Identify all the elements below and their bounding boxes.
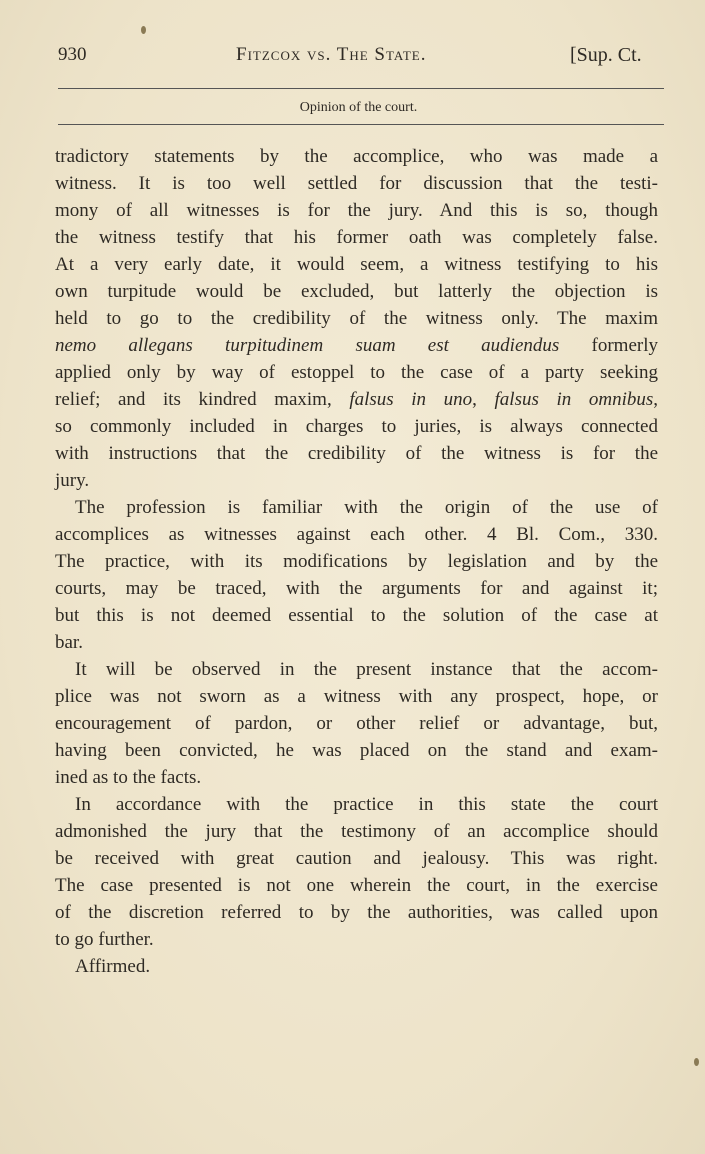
text-segment: held to go to the credibility of the witness only. The maxim bbox=[55, 308, 658, 329]
ink-spot bbox=[694, 1058, 699, 1066]
text-segment: be received with great caution and jealousy. This was right. bbox=[55, 848, 658, 869]
text-segment: Affirmed. bbox=[75, 956, 151, 977]
text-segment: with instructions that the credibility of the witness is for the bbox=[55, 443, 658, 464]
text-segment: having been convicted, he was placed on the stand and exam- bbox=[55, 740, 658, 761]
text-line bbox=[55, 602, 658, 629]
text-segment: of the discretion referred to by the authorities, was called upon bbox=[55, 902, 658, 923]
text-segment: applied only by way of estoppel to the case of a party seeking bbox=[55, 362, 658, 383]
text-segment: so commonly included in charges to juries, is always connected bbox=[55, 416, 658, 437]
running-title: Fitzcox vs. The State. bbox=[236, 44, 427, 65]
text-segment: The practice, with its modifications by legislation and by the bbox=[55, 551, 658, 572]
text-line bbox=[55, 710, 658, 737]
text-segment: formerly bbox=[559, 335, 659, 356]
text-segment: own turpitude would be excluded, but latterly the objection is bbox=[55, 281, 658, 302]
text-segment: plice was not sworn as a witness with any prospect, hope, or bbox=[55, 686, 658, 707]
text-line bbox=[55, 170, 658, 197]
text-segment: courts, may be traced, with the arguments for and against it; bbox=[55, 578, 658, 599]
text-segment: admonished the jury that the testimony of an accomplice should bbox=[55, 821, 658, 842]
text-line bbox=[55, 656, 658, 683]
section-heading: Opinion of the court. bbox=[299, 100, 418, 115]
text-line bbox=[55, 737, 658, 764]
text-line bbox=[55, 467, 658, 494]
header-rule bbox=[58, 88, 664, 89]
text-segment: but this is not deemed essential to the solution of the case at bbox=[55, 605, 658, 626]
text-segment: bar. bbox=[55, 632, 83, 653]
court-label: [Sup. Ct. bbox=[570, 44, 642, 66]
text-line bbox=[55, 818, 658, 845]
text-segment: The case presented is not one wherein the court, in the exercise bbox=[55, 875, 658, 896]
text-line bbox=[55, 575, 658, 602]
text-segment: accomplices as witnesses against each other. 4 Bl. Com., 330. bbox=[55, 524, 658, 545]
text-line bbox=[55, 899, 658, 926]
text-line bbox=[55, 521, 658, 548]
text-line bbox=[55, 548, 658, 575]
text-line bbox=[55, 197, 658, 224]
text-line bbox=[55, 791, 658, 818]
text-line bbox=[55, 359, 658, 386]
text-line bbox=[55, 386, 658, 413]
italic-text: falsus in omnibus bbox=[494, 389, 654, 410]
text-line bbox=[55, 764, 658, 791]
text-line bbox=[55, 440, 658, 467]
text-segment: the witness testify that his former oath was completely false. bbox=[55, 227, 658, 248]
text-segment: , bbox=[472, 389, 495, 410]
text-segment: mony of all witnesses is for the jury. And this is so, though bbox=[55, 200, 658, 221]
opinion-text bbox=[55, 143, 658, 980]
text-segment: encouragement of pardon, or other relief or advantage, but, bbox=[55, 713, 658, 734]
text-segment: relief; and its kindred maxim, bbox=[55, 389, 350, 410]
text-line bbox=[55, 224, 658, 251]
text-segment: , bbox=[653, 389, 659, 410]
text-line bbox=[55, 251, 658, 278]
text-line bbox=[55, 413, 658, 440]
text-segment: ined as to the facts. bbox=[55, 767, 202, 788]
text-line bbox=[55, 845, 658, 872]
text-line bbox=[55, 872, 658, 899]
text-line bbox=[55, 926, 658, 953]
text-line bbox=[55, 953, 658, 980]
text-segment: to go further. bbox=[55, 929, 154, 950]
text-line bbox=[55, 332, 658, 359]
page-number: 930 bbox=[58, 44, 87, 65]
text-line bbox=[55, 305, 658, 332]
subheader-rule bbox=[58, 124, 664, 125]
text-line bbox=[55, 494, 658, 521]
text-segment: jury. bbox=[55, 470, 90, 491]
text-line bbox=[55, 278, 658, 305]
text-line bbox=[55, 683, 658, 710]
text-segment: tradictory statements by the accomplice, who was made a bbox=[55, 146, 658, 167]
text-segment: In accordance with the practice in this state the court bbox=[75, 794, 658, 815]
text-segment: The profession is familiar with the origin of the use of bbox=[75, 497, 658, 518]
text-segment: It will be observed in the present instance that the accom- bbox=[75, 659, 658, 680]
text-segment: witness. It is too well settled for discussion that the testi- bbox=[55, 173, 658, 194]
text-line bbox=[55, 143, 658, 170]
italic-text: falsus in uno bbox=[349, 389, 473, 410]
italic-text: nemo allegans turpitudinem suam est audiendus bbox=[55, 335, 560, 356]
text-line bbox=[55, 629, 658, 656]
text-segment: At a very early date, it would seem, a witness testifying to his bbox=[55, 254, 658, 275]
ink-spot bbox=[141, 26, 146, 34]
